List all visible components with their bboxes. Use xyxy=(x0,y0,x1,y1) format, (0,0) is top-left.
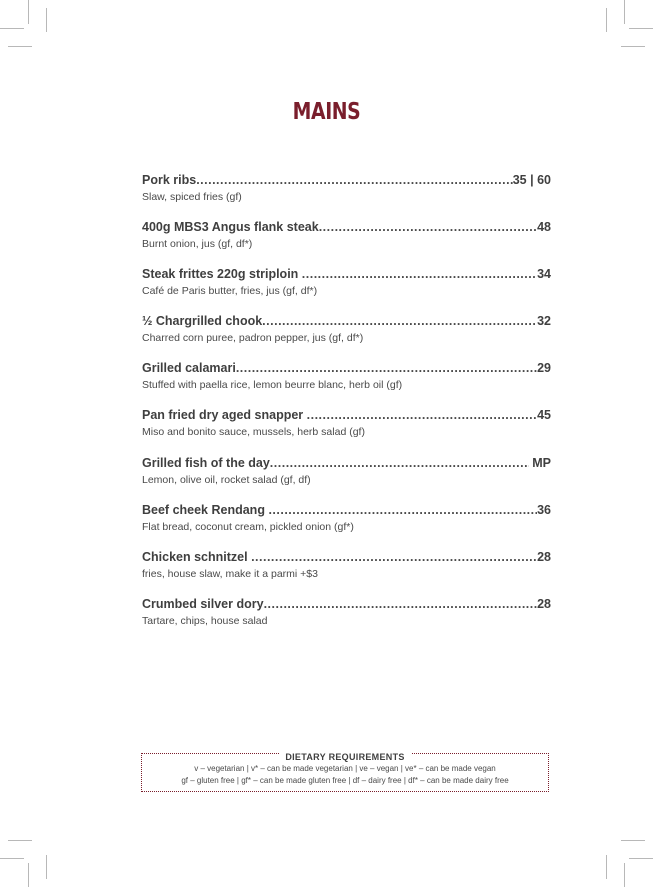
menu-item-name: Steak frittes 220g striploin xyxy=(142,267,302,282)
crop-mark xyxy=(621,46,645,47)
dot-leader xyxy=(251,549,537,565)
dot-leader xyxy=(302,266,537,282)
dot-leader xyxy=(319,219,537,235)
dietary-requirements-box xyxy=(141,753,549,792)
menu-item-description: Stuffed with paella rice, lemon beurre blanc, herb oil (gf) xyxy=(142,379,403,392)
menu-item xyxy=(142,219,551,266)
menu-item xyxy=(142,455,551,502)
crop-mark xyxy=(606,855,607,879)
crop-mark xyxy=(606,8,607,32)
menu-item-name: Crumbed silver dory xyxy=(142,596,264,611)
crop-mark xyxy=(28,863,29,887)
crop-mark xyxy=(8,46,32,47)
menu-item-description: fries, house slaw, make it a parmi +$3 xyxy=(142,567,318,580)
menu-item-price: MP xyxy=(528,455,551,470)
dot-leader xyxy=(236,360,537,376)
crop-mark xyxy=(624,863,625,887)
crop-mark xyxy=(28,0,29,24)
menu-item-description: Charred corn puree, padron pepper, jus (gf, df*) xyxy=(142,332,364,345)
menu-item-price: 36 xyxy=(537,502,551,517)
menu-item-name: Beef cheek Rendang xyxy=(142,502,269,517)
menu-item-name: Grilled calamari xyxy=(142,361,236,376)
menu-item-name: ½ Chargrilled chook xyxy=(142,314,263,329)
crop-mark xyxy=(46,855,47,879)
menu-item xyxy=(142,172,551,219)
dietary-legend-line: gf – gluten free | gf* – can be made gluten free | df – dairy free | df* – can be made dairy free xyxy=(181,776,509,785)
menu-item-description: Miso and bonito sauce, mussels, herb salad (gf) xyxy=(142,426,365,439)
menu-item-price: 28 xyxy=(537,596,551,611)
menu-item-name: Grilled fish of the day xyxy=(142,455,270,470)
menu-item-price: 34 xyxy=(537,267,551,282)
menu-item-price: 32 xyxy=(537,314,551,329)
crop-mark xyxy=(0,858,24,859)
menu-item xyxy=(142,407,551,454)
menu-item-description: Burnt onion, jus (gf, df*) xyxy=(142,238,253,251)
page-title: MAINS xyxy=(292,99,361,125)
menu-item-price: 48 xyxy=(537,220,551,235)
menu-item-name: Chicken schnitzel xyxy=(142,549,252,564)
dot-leader xyxy=(262,313,537,329)
menu-item xyxy=(142,502,551,549)
menu-item xyxy=(142,549,551,596)
menu-item-name: Pan fried dry aged snapper xyxy=(142,408,307,423)
dietary-heading: DIETARY REQUIREMENTS xyxy=(279,752,410,762)
menu-item xyxy=(142,596,551,643)
crop-mark xyxy=(46,8,47,32)
menu-item-price: 45 xyxy=(537,408,551,423)
menu-item xyxy=(142,360,551,407)
crop-mark xyxy=(624,0,625,24)
menu-item-price: 28 xyxy=(537,549,551,564)
crop-mark xyxy=(8,840,32,841)
menu-list xyxy=(142,172,551,643)
menu-item-description: Tartare, chips, house salad xyxy=(142,614,268,627)
menu-item xyxy=(142,266,551,313)
dot-leader xyxy=(264,596,538,612)
dot-leader xyxy=(270,455,529,471)
menu-item-name: Pork ribs xyxy=(142,173,197,187)
menu-item-price: 29 xyxy=(537,361,551,376)
dot-leader xyxy=(307,407,537,423)
menu-item xyxy=(142,313,551,360)
crop-mark xyxy=(629,858,653,859)
menu-item-description: Café de Paris butter, fries, jus (gf, df*) xyxy=(142,285,318,298)
menu-item-name: 400g MBS3 Angus flank steak xyxy=(142,220,319,235)
dietary-legend-line: v – vegetarian | v* – can be made vegetarian | ve – vegan | ve* – can be made vegan xyxy=(194,764,496,773)
menu-item-price: 35 | 60 xyxy=(512,173,551,187)
crop-mark xyxy=(629,28,653,29)
crop-mark xyxy=(0,28,24,29)
menu-item-description: Lemon, olive oil, rocket salad (gf, df) xyxy=(142,473,311,486)
menu-item-description: Flat bread, coconut cream, pickled onion (gf*) xyxy=(142,520,354,533)
dot-leader xyxy=(196,172,513,188)
dot-leader xyxy=(268,502,537,518)
menu-item-description: Slaw, spiced fries (gf) xyxy=(142,191,242,203)
crop-mark xyxy=(621,840,645,841)
